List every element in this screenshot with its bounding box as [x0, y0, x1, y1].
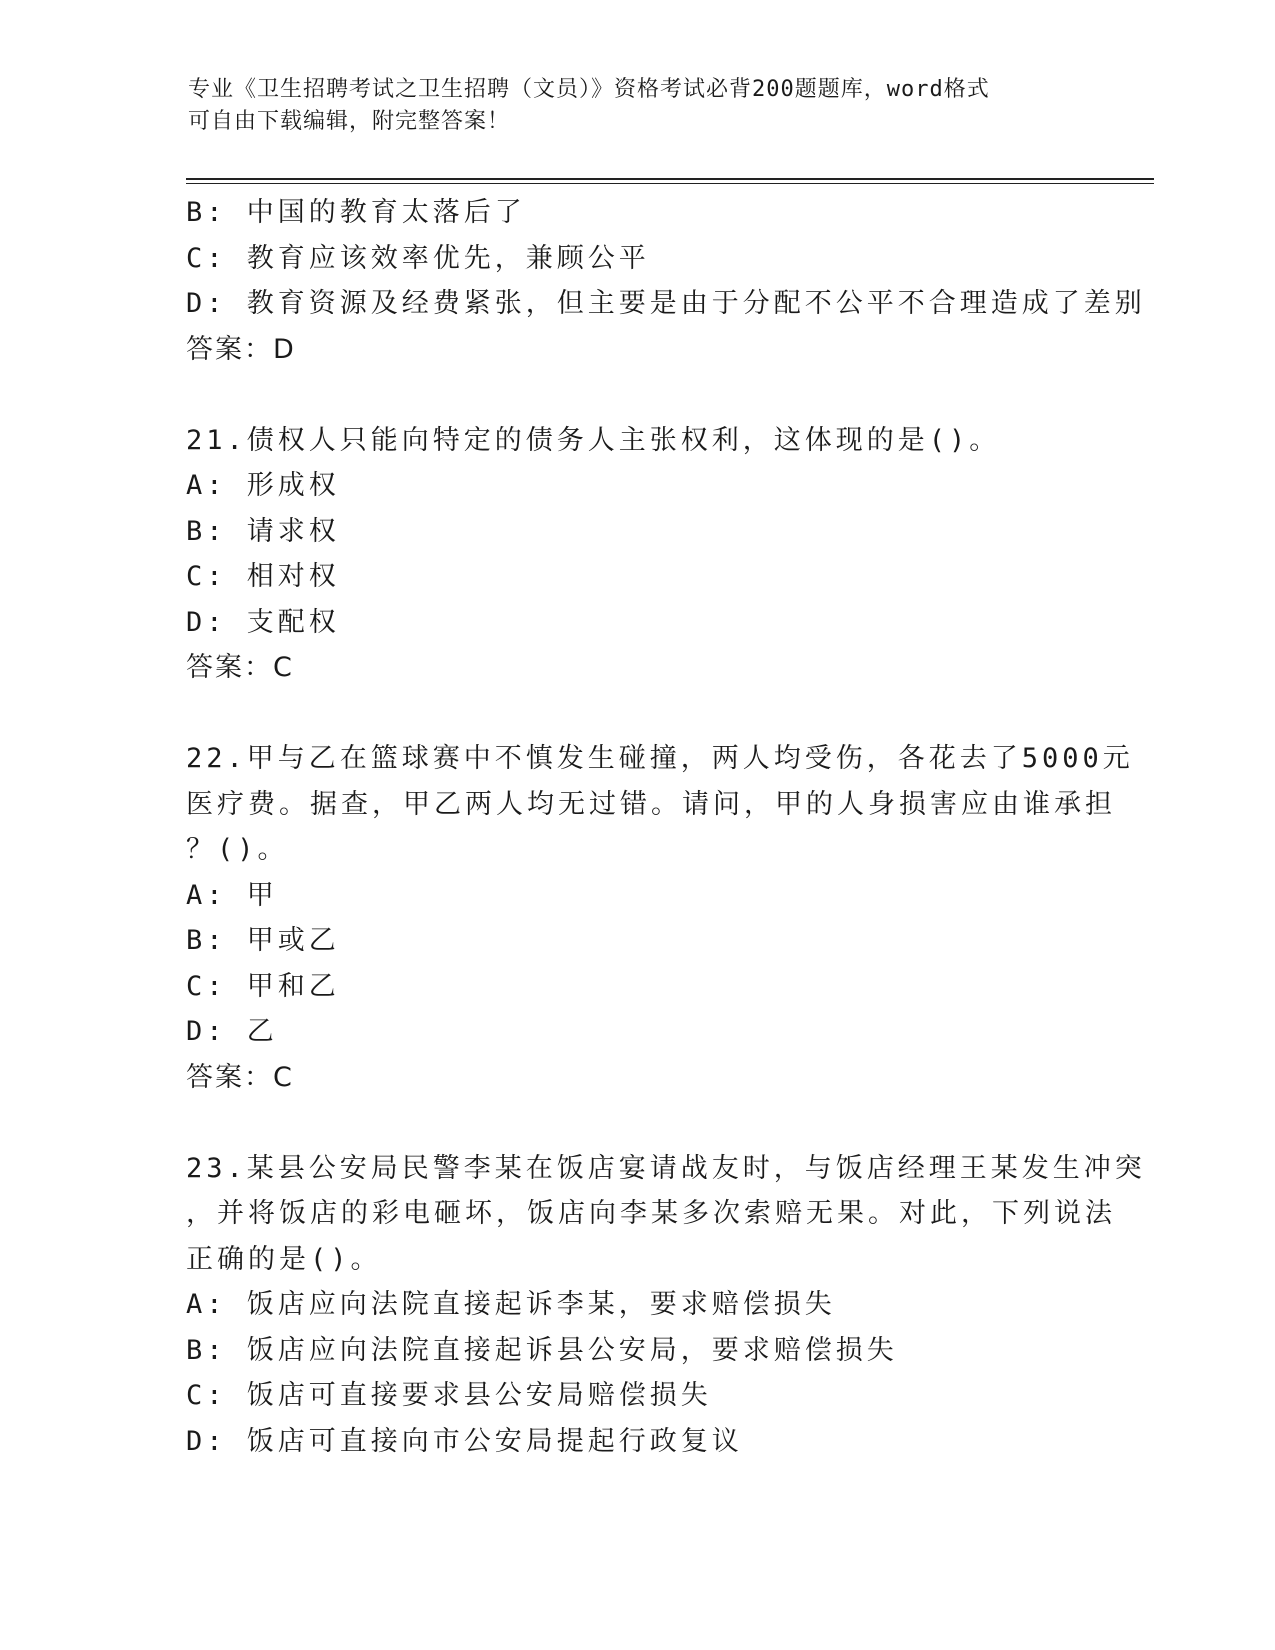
- option-d: D: 支配权: [186, 606, 340, 638]
- question-20-tail: [186, 190, 1146, 372]
- option-b: B: 饭店应向法院直接起诉县公安局，要求赔偿损失: [186, 1334, 898, 1366]
- question-stem: 21.债权人只能向特定的债务人主张权利，这体现的是()。: [186, 424, 1001, 456]
- header-line-1: 专业《卫生招聘考试之卫生招聘（文员）》资格考试必背200题题库，word格式: [188, 77, 990, 102]
- option-c: C: 饭店可直接要求县公安局赔偿损失: [186, 1380, 712, 1411]
- option-d: D: 乙: [186, 1016, 278, 1047]
- option-a: A: 形成权: [186, 470, 340, 501]
- question-stem-line-1: 23.某县公安局民警李某在饭店宴请战友时，与饭店经理王某发生冲突: [186, 1152, 1146, 1184]
- spacer: [186, 372, 1106, 418]
- option-c: C: 甲和乙: [186, 970, 340, 1002]
- option-c: C: 相对权: [186, 561, 340, 592]
- question-list: [186, 190, 1146, 1464]
- question-stem-line-3: ？()。: [186, 834, 289, 865]
- option-b: B: 甲或乙: [186, 925, 340, 956]
- answer-line: 答案：C: [186, 1061, 294, 1093]
- option-b: B: 中国的教育太落后了: [186, 197, 526, 228]
- header-line-2: 可自由下载编辑，附完整答案！: [188, 109, 511, 134]
- option-a: A: 甲: [186, 879, 278, 911]
- question-stem-line-2: ，并将饭店的彩电砸坏，饭店向李某多次索赔无果。对此，下列说法: [186, 1198, 1116, 1229]
- question-stem-line-1: 22.甲与乙在篮球赛中不慎发生碰撞，两人均受伤，各花去了5000元: [186, 743, 1134, 774]
- answer-line: 答案：C: [186, 652, 294, 683]
- header-divider: [186, 178, 1154, 184]
- option-d: D: 教育资源及经费紧张，但主要是由于分配不公平不合理造成了差别: [186, 288, 1146, 319]
- question-stem-line-3: 正确的是()。: [186, 1243, 382, 1275]
- option-b: B: 请求权: [186, 515, 340, 547]
- option-c: C: 教育应该效率优先，兼顾公平: [186, 242, 650, 274]
- question-stem-line-2: 医疗费。据查，甲乙两人均无过错。请问，甲的人身损害应由谁承担: [186, 788, 1116, 820]
- option-d: D: 饭店可直接向市公安局提起行政复议: [186, 1425, 743, 1457]
- question-23: [186, 1146, 1146, 1465]
- spacer: [186, 691, 1106, 737]
- question-21: [186, 418, 1106, 691]
- question-22: [186, 736, 1134, 1100]
- document-header: [188, 74, 1068, 138]
- option-a: A: 饭店应向法院直接起诉李某，要求赔偿损失: [186, 1289, 836, 1320]
- answer-line: 答案：D: [186, 333, 296, 365]
- spacer: [186, 1100, 1106, 1146]
